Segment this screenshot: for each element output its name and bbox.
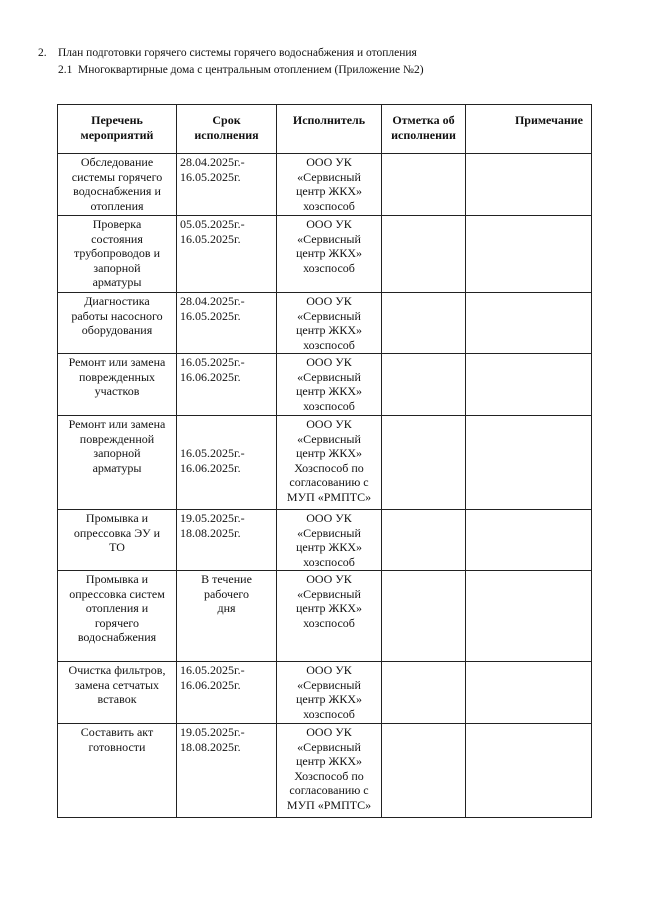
cell-line: 16.05.2025г.- (180, 446, 245, 460)
term-cell (177, 293, 277, 354)
notes-cell (466, 154, 592, 216)
cell-line: отопления (90, 198, 144, 213)
subsection-number: 2.1 (58, 64, 73, 76)
cell-line: ООО УК (306, 155, 352, 169)
cell-line: хозспособ (303, 337, 355, 352)
header-line: мероприятий (80, 127, 154, 142)
cell-line: Обследование (80, 155, 154, 169)
cell-line: опрессовка ЭУ и (73, 525, 161, 540)
cell-line: Ремонт или замена (68, 417, 166, 431)
section-heading (38, 45, 417, 61)
task-cell (58, 510, 177, 571)
executor-cell (277, 416, 382, 510)
task-cell (58, 416, 177, 510)
cell-line: Очистка фильтров, (68, 663, 166, 677)
header-line: Исполнитель (292, 113, 366, 127)
cell-line: хозспособ (303, 554, 355, 569)
cell-line: «Сервисный (297, 525, 361, 540)
executor-cell (277, 354, 382, 416)
cell-line: ООО УК (306, 725, 352, 739)
cell-line: хозспособ (303, 615, 355, 630)
cell-line: состояния (91, 231, 143, 246)
cell-line: ТО (109, 540, 125, 554)
cell-line: ООО УК (306, 217, 352, 231)
term-cell (177, 724, 277, 818)
section-title: План подготовки горячего системы горячего водоснабжения и отопления (58, 47, 417, 59)
notes-cell (466, 724, 592, 818)
term-cell (177, 510, 277, 571)
header-mark (382, 105, 466, 154)
cell-line: трубопроводов и (73, 246, 161, 260)
cell-line: 28.04.2025г.- (180, 155, 245, 169)
table-row (58, 510, 592, 571)
cell-line: ООО УК (306, 663, 352, 677)
cell-line: Диагностика (84, 294, 150, 308)
cell-line: согласованию с (289, 783, 369, 797)
cell-line: центр ЖКХ» (296, 601, 362, 615)
cell-line: ООО УК (306, 294, 352, 308)
executor-cell (277, 662, 382, 724)
executor-cell (277, 216, 382, 293)
header-notes (466, 105, 592, 154)
table-header-row (58, 105, 592, 154)
cell-line: хозспособ (303, 260, 355, 275)
cell-line: хозспособ (303, 198, 355, 213)
cell-line: арматуры (92, 460, 142, 475)
task-cell (58, 293, 177, 354)
term-cell (177, 354, 277, 416)
section-number: 2. (38, 47, 47, 59)
cell-line: Хозспособ по (294, 768, 364, 783)
cell-line: «Сервисный (297, 739, 361, 754)
cell-line: 18.08.2025г. (180, 739, 241, 754)
task-cell (58, 216, 177, 293)
cell-line: горячего (94, 615, 140, 630)
cell-line: Проверка (92, 217, 142, 231)
task-cell (58, 354, 177, 416)
header-line: исполнении (391, 127, 456, 142)
executor-cell (277, 154, 382, 216)
table-row (58, 216, 592, 293)
measures-table (57, 104, 592, 818)
cell-line: 28.04.2025г.- (180, 294, 245, 308)
cell-line: центр ЖКХ» (296, 323, 362, 337)
cell-line: ООО УК (306, 417, 352, 431)
cell-line: Промывка и (85, 511, 149, 525)
cell-line: хозспособ (303, 398, 355, 413)
mark-cell (382, 416, 466, 510)
cell-line: 19.05.2025г.- (180, 511, 245, 525)
notes-cell (466, 571, 592, 662)
cell-line: вставок (97, 692, 137, 706)
notes-cell (466, 510, 592, 571)
task-cell (58, 724, 177, 818)
term-cell (177, 216, 277, 293)
term-cell (177, 416, 277, 510)
header-line: Перечень (91, 113, 143, 127)
cell-line: 16.05.2025г. (180, 231, 241, 246)
cell-line: Составить акт (80, 725, 154, 739)
table-row (58, 416, 592, 510)
cell-line: 16.05.2025г. (180, 169, 241, 184)
notes-cell (466, 293, 592, 354)
cell-line: поврежденной (79, 431, 155, 446)
table-row (58, 154, 592, 216)
task-cell (58, 154, 177, 216)
cell-line: «Сервисный (297, 586, 361, 601)
term-cell (177, 662, 277, 724)
cell-line: готовности (88, 739, 146, 754)
executor-cell (277, 571, 382, 662)
cell-line: арматуры (92, 275, 142, 289)
cell-line: дня (217, 601, 236, 615)
subsection-title: Многоквартирные дома с центральным отоплением (Приложение №2) (78, 64, 424, 76)
cell-line: участков (94, 384, 140, 398)
task-cell (58, 571, 177, 662)
executor-cell (277, 293, 382, 354)
cell-line: «Сервисный (297, 677, 361, 692)
mark-cell (382, 510, 466, 571)
notes-cell (466, 416, 592, 510)
cell-line: Ремонт или замена (68, 355, 166, 369)
cell-line: хозспособ (303, 706, 355, 721)
cell-line: «Сервисный (297, 369, 361, 384)
cell-line: «Сервисный (297, 308, 361, 323)
cell-line: 16.06.2025г. (180, 677, 241, 692)
table-row (58, 662, 592, 724)
cell-line: водоснабжения (77, 630, 157, 644)
mark-cell (382, 571, 466, 662)
cell-line: работы насосного (71, 308, 163, 323)
cell-line: 16.05.2025г. (180, 308, 241, 323)
cell-line: системы горячего (71, 169, 163, 184)
cell-line: «Сервисный (297, 231, 361, 246)
cell-line: запорной (93, 446, 141, 460)
cell-line: оборудования (81, 323, 153, 337)
cell-line: ООО УК (306, 355, 352, 369)
table-row (58, 293, 592, 354)
cell-line: 16.05.2025г.- (180, 663, 245, 677)
header-term (177, 105, 277, 154)
table-row (58, 724, 592, 818)
executor-cell (277, 510, 382, 571)
cell-line: согласованию с (289, 475, 369, 489)
term-cell (177, 154, 277, 216)
header-task (58, 105, 177, 154)
header-executor (277, 105, 382, 154)
cell-line: Хозспособ по (294, 460, 364, 475)
executor-cell (277, 724, 382, 818)
header-line: Срок (212, 113, 241, 127)
header-line: исполнения (194, 127, 259, 142)
task-cell (58, 662, 177, 724)
cell-line: центр ЖКХ» (296, 754, 362, 768)
table-row (58, 571, 592, 662)
cell-line: «Сервисный (297, 431, 361, 446)
cell-line: 16.06.2025г. (180, 460, 241, 475)
cell-line: МУП «РМПТС» (286, 797, 372, 812)
cell-line: центр ЖКХ» (296, 384, 362, 398)
cell-line: запорной (93, 260, 141, 275)
cell-line: ООО УК (306, 511, 352, 525)
cell-line: поврежденных (78, 369, 156, 384)
cell-line: 05.05.2025г.- (180, 217, 245, 231)
cell-line: 19.05.2025г.- (180, 725, 245, 739)
cell-line: В течение (201, 572, 252, 586)
mark-cell (382, 293, 466, 354)
cell-line: водоснабжения и (73, 184, 161, 198)
cell-line: центр ЖКХ» (296, 692, 362, 706)
notes-cell (466, 354, 592, 416)
subsection-heading (58, 62, 424, 78)
cell-line: рабочего (203, 586, 250, 601)
cell-line: ООО УК (306, 572, 352, 586)
cell-line: центр ЖКХ» (296, 540, 362, 554)
cell-line: замена сетчатых (74, 677, 160, 692)
notes-cell (466, 216, 592, 293)
mark-cell (382, 724, 466, 818)
term-cell (177, 571, 277, 662)
cell-line: «Сервисный (297, 169, 361, 184)
mark-cell (382, 662, 466, 724)
cell-line: центр ЖКХ» (296, 446, 362, 460)
notes-cell (466, 662, 592, 724)
header-line: Примечание (514, 113, 583, 127)
mark-cell (382, 154, 466, 216)
mark-cell (382, 216, 466, 293)
cell-line: МУП «РМПТС» (286, 489, 372, 504)
mark-cell (382, 354, 466, 416)
cell-line: 16.06.2025г. (180, 369, 241, 384)
cell-line: Промывка и (85, 572, 149, 586)
cell-line: опрессовка систем (69, 586, 165, 601)
cell-line: центр ЖКХ» (296, 246, 362, 260)
cell-line: отопления и (85, 601, 149, 615)
cell-line: 16.05.2025г.- (180, 355, 245, 369)
header-line: Отметка об (392, 113, 455, 127)
cell-line: 18.08.2025г. (180, 525, 241, 540)
cell-line: центр ЖКХ» (296, 184, 362, 198)
table-row (58, 354, 592, 416)
